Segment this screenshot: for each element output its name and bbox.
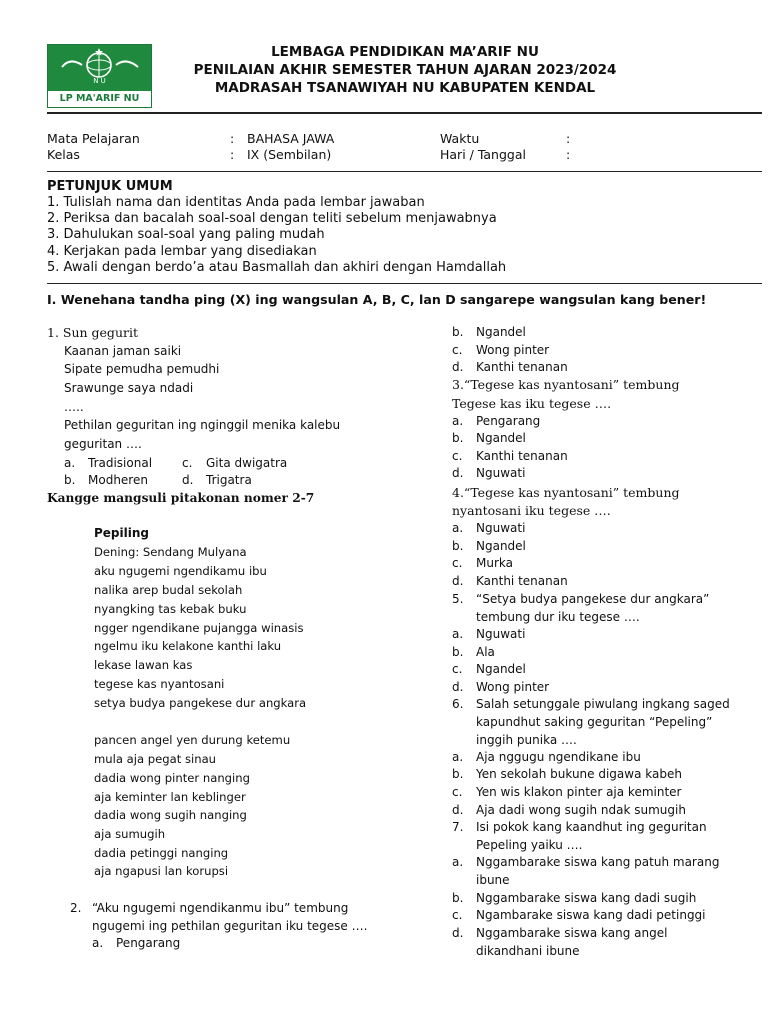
instruction-item: 3. Dahulukan soal-soal yang paling mudah [47,227,325,242]
question-3-option-a: a. Pengarang [452,414,541,428]
question-1-option-c: c. Gita dwigatra [182,456,288,470]
instructions-title: PETUNJUK UMUM [47,179,173,194]
poem-line: lekase lawan kas [94,658,193,672]
subject-value: BAHASA JAWA [247,131,335,146]
question-4-option-b: b. Ngandel [452,539,526,553]
question-2-option-d: d. Kanthi tenanan [452,360,568,374]
question-7-option-c: c. Ngambarake siswa kang dadi petinggi [452,908,706,922]
poem-line: Srawunge saya ndadi [64,381,194,395]
question-4-option-d: d. Kanthi tenanan [452,574,568,588]
question-1-title: 1. Sun gegurit [47,325,138,340]
question-2-option-a: a. Pengarang [92,936,181,950]
date-colon: : [566,147,571,162]
question-1-text: Pethilan geguritan ing nginggil menika kalebu [64,418,341,432]
poem-line: ngelmu iku kelakone kanthi laku [94,639,282,653]
poem-line: nalika arep budal sekolah [94,583,243,597]
poem-line: mula aja pegat sinau [94,752,217,766]
question-5-option-a: a. Nguwati [452,627,526,641]
question-7-number: 7. [452,820,464,834]
question-6-option-b: b. Yen sekolah bukune digawa kabeh [452,767,682,781]
question-2-option-b: b. Ngandel [452,325,526,339]
question-5-text: tembung dur iku tegese …. [476,610,640,624]
header-line-3: MADRASAH TSANAWIYAH NU KABUPATEN KENDAL [214,80,596,96]
question-6-number: 6. [452,697,464,711]
question-5-option-c: c. Ngandel [452,662,526,676]
poem-line: ngger ngendikane pujangga winasis [94,621,304,635]
question-5-number: 5. [452,592,464,606]
question-6-option-a: a. Aja nggugu ngendikane ibu [452,750,641,764]
question-7-option-a-cont: ibune [476,873,510,887]
question-2-number: 2. [70,901,82,915]
poem-line: aja sumugih [94,827,166,841]
time-label: Waktu [440,131,480,146]
question-1-option-d: d. Trigatra [182,473,252,487]
question-7-option-b: b. Nggambarake siswa kang dadi sugih [452,891,697,905]
poem-author: Dening: Sendang Mulyana [94,545,247,559]
logo-text: LP MA'ARIF NU [59,93,140,104]
poem-title: Pepiling [94,526,149,540]
meta-rule [47,171,762,172]
question-7-text: Pepeling yaiku …. [476,838,583,852]
question-4-option-c: c. Murka [452,556,513,570]
question-3-text: Tegese kas iku tegese …. [452,396,612,411]
time-colon: : [566,131,571,146]
class-label: Kelas [47,147,80,162]
poem-line: nyangking tas kebak buku [94,602,247,616]
header-line-1: LEMBAGA PENDIDIKAN MA’ARIF NU [271,44,539,60]
date-label: Hari / Tanggal [440,147,526,162]
poem-line: ….. [64,400,84,414]
question-1-text: geguritan …. [64,437,142,451]
poem-line: Sipate pemudha pemudhi [64,362,220,376]
question-1-option-a: a. Tradisional [64,456,153,470]
question-4-text: 4.“Tegese kas nyantosani” tembung [452,485,680,500]
class-colon: : [230,147,235,162]
poem-line: pancen angel yen durung ketemu [94,733,291,747]
question-3-option-d: d. Nguwati [452,466,526,480]
question-6-option-d: d. Aja dadi wong sugih ndak sumugih [452,803,686,817]
question-6-text: Salah setunggale piwulang ingkang saged [476,697,730,711]
class-value: IX (Sembilan) [247,147,332,162]
question-2-text: ngugemi ing pethilan geguritan iku tegese …. [92,919,368,933]
poem-line: aku ngugemi ngendikamu ibu [94,564,267,578]
instruction-item: 2. Periksa dan bacalah soal-soal dengan teliti sebelum menjawabnya [47,211,497,226]
instruction-item: 1. Tulislah nama dan identitas Anda pada lembar jawaban [47,195,425,210]
poem-line: setya budya pangekese dur angkara [94,696,307,710]
questions-2-7-instruction: Kangge mangsuli pitakonan nomer 2-7 [47,491,315,505]
poem-line: dadia petinggi nanging [94,846,229,860]
question-7-option-a: a. Nggambarake siswa kang patuh marang [452,855,720,869]
question-5-option-d: d. Wong pinter [452,680,550,694]
poem-line: tegese kas nyantosani [94,677,225,691]
poem-line: dadia wong pinter nanging [94,771,250,785]
question-6-text: inggih punika …. [476,733,577,747]
header-line-2: PENILAIAN AKHIR SEMESTER TAHUN AJARAN 2023/2024 [193,62,617,78]
question-7-option-d: d. Nggambarake siswa kang angel [452,926,668,940]
question-6-option-c: c. Yen wis klakon pinter aja keminter [452,785,682,799]
instruction-item: 4. Kerjakan pada lembar yang disediakan [47,244,317,259]
subject-label: Mata Pelajaran [47,131,140,146]
question-6-text: kapundhut saking geguritan “Pepeling” [476,715,713,729]
question-5-text: “Setya budya pangekese dur angkara” [476,592,710,606]
header-rule [47,112,762,114]
poem-line: aja ngapusi lan korupsi [94,864,229,878]
instructions-rule [47,283,762,284]
question-4-text: nyantosani iku tegese …. [452,503,611,518]
subject-colon: : [230,131,235,146]
question-1-option-b: b. Modheren [64,473,148,487]
question-4-option-a: a. Nguwati [452,521,526,535]
question-2-option-c: c. Wong pinter [452,343,550,357]
question-5-option-b: b. Ala [452,645,495,659]
question-7-text: Isi pokok kang kaandhut ing geguritan [476,820,707,834]
question-3-option-b: b. Ngandel [452,431,526,445]
question-3-text: 3.“Tegese kas nyantosani” tembung [452,377,680,392]
question-2-text: “Aku ngugemi ngendikanmu ibu” tembung [92,901,349,915]
logo-emblem-letters: N U [93,77,106,85]
poem-line: dadia wong sugih nanging [94,808,247,822]
question-3-option-c: c. Kanthi tenanan [452,449,568,463]
section-1-title: I. Wenehana tandha ping (X) ing wangsulan A, B, C, lan D sangarepe wangsulan kang bener! [47,292,707,307]
poem-line: Kaanan jaman saiki [64,344,182,358]
question-7-option-d-cont: dikandhani ibune [476,944,580,958]
poem-line: aja keminter lan keblinger [94,790,246,804]
instruction-item: 5. Awali dengan berdo’a atau Basmallah dan akhiri dengan Hamdallah [47,260,507,275]
